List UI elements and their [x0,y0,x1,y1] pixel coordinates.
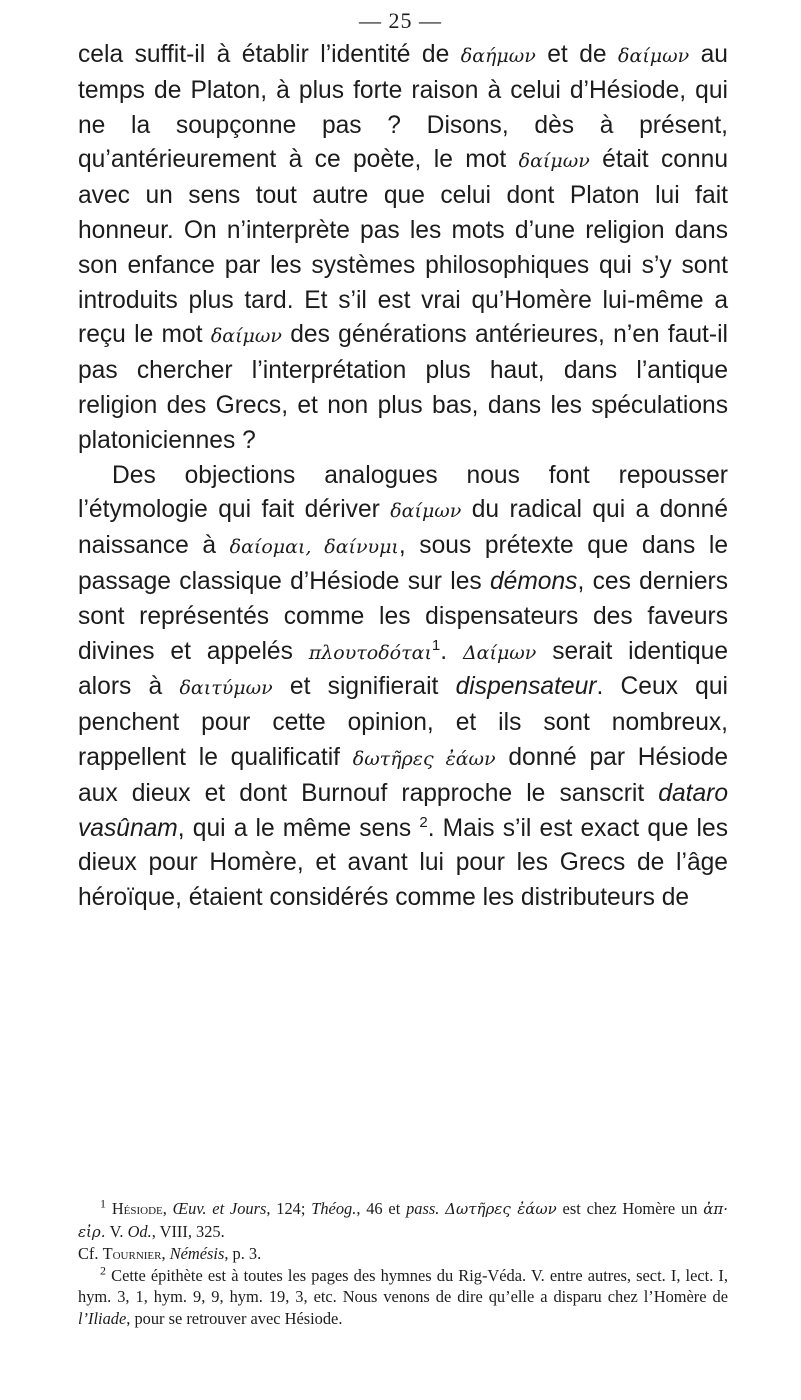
text-run: et de [535,41,619,68]
greek-term: δαιτύμων [179,677,273,700]
main-text [78,38,728,916]
text-run: du radical qui a donné naissance à [78,496,729,560]
paragraph [78,459,728,916]
greek-term: δαίμων [518,150,590,173]
text-run: au temps de Platon, à plus forte raison à celui d’Hésiode, qui ne la soupçonne pas ? Disons, dès à présent, qu’antérieurement à ce poète, le mot [78,41,728,174]
italic-term: l’Iliade [78,1308,127,1328]
footnote-number: 1 [100,1196,106,1211]
footnote-number: 2 [100,1263,106,1278]
footnote [78,1198,728,1243]
text-run: , p. 3. [224,1244,262,1264]
text-run: , VIII, 325. [151,1221,225,1241]
text-run: Cf. [78,1244,103,1264]
text-run: serait identique alors à [78,637,729,701]
text-run: , [162,1199,173,1218]
footnote [78,1265,728,1330]
greek-term: δαίομαι, δαίνυμι [229,536,399,559]
footnote [78,1243,728,1265]
author-name: Hésiode [111,1199,163,1218]
text-run: , pour se retrouver avec Hésiode. [126,1308,343,1328]
text-run: V. [105,1221,128,1241]
text-run: Des objections analogues nous font repousser l’étymologie qui fait dériver [78,461,728,524]
greek-term: Δωτῆρες ἐάων [445,1200,557,1218]
text-run: était connu avec un sens tout autre que celui dont Platon lui fait honneur. On n’interprète pas les mots d’une religion dans son enfance par les systèmes philosophiques qui s’y sont introduits plus tard. Et s’il est vrai qu’Homère lui-même a reçu le mot [78,146,728,349]
greek-term: δαίμων [390,500,462,523]
text-run: et signifierait [272,673,456,701]
italic-term: Théog. [311,1199,357,1218]
footnote-ref: 2 [419,813,428,831]
author-name: Tournier [102,1244,162,1264]
text-run: , [161,1244,170,1264]
greek-term: Δαίμων [462,641,537,664]
greek-term: πλουτοδόται [308,641,432,664]
greek-term: ἀπ· εἰρ. [78,1200,728,1241]
text-run: , 124; [266,1199,312,1218]
paragraph [78,38,728,459]
text-run: est chez Homère un [556,1199,704,1218]
text-run: . Ceux qui penchent pour cette opinion, et ils sont nombreux, rappellent le qualificatif [78,673,729,771]
text-run: , sous prétexte que dans le passage classique d’Hésiode sur les [78,532,729,595]
greek-term: δαήμων [460,45,536,67]
footnotes [78,1198,728,1330]
greek-term: δωτῆρες ἐάων [352,747,496,770]
italic-term: dataro vasûnam [78,779,728,842]
italic-term: Œuv. et Jours [172,1199,267,1218]
italic-term: démons [489,567,578,595]
italic-term: pass. [406,1199,440,1218]
italic-term: Némésis [169,1244,225,1264]
text-run: , ces derniers sont représentés comme les dispensateurs des faveurs divines et appelés [78,567,729,665]
footnote-ref: 1 [431,636,441,654]
italic-term: Od. [127,1221,152,1241]
text-run: . Mais s’il est exact que les dieux pour Homère, et avant lui pour les Grecs de l’âge héroïque, étaient considérés comme les distributeurs de [78,814,728,912]
text-run: cela suffit-il à établir l’identité de [78,41,461,68]
text-run: Cette épithète est à toutes les pages des hymnes du Rig-Véda. V. entre autres, sect. I, lect. I, hym. 3, 1, hym. 9, 9, hym. 19, 3, etc. Nous venons de dire qu’elle a disparu chez l’Homère de [78,1265,728,1307]
text-run: , 46 et [356,1199,407,1218]
italic-term: dispensateur [455,673,597,701]
text-run: des générations antérieures, n’en faut-il pas chercher l’interprétation plus haut, dans l’antique religion des Grecs, et non plus bas, dans les spéculations platoniciennes ? [78,321,729,454]
text-run: donné par Hésiode aux dieux et dont Burnouf rapproche le sanscrit [78,743,728,807]
text-run: . [440,637,463,665]
greek-term: δαίμων [210,325,282,348]
greek-term: δαίμων [618,45,690,67]
text-run: , qui a le même sens [177,814,420,842]
page-number: — 25 — [359,8,442,33]
